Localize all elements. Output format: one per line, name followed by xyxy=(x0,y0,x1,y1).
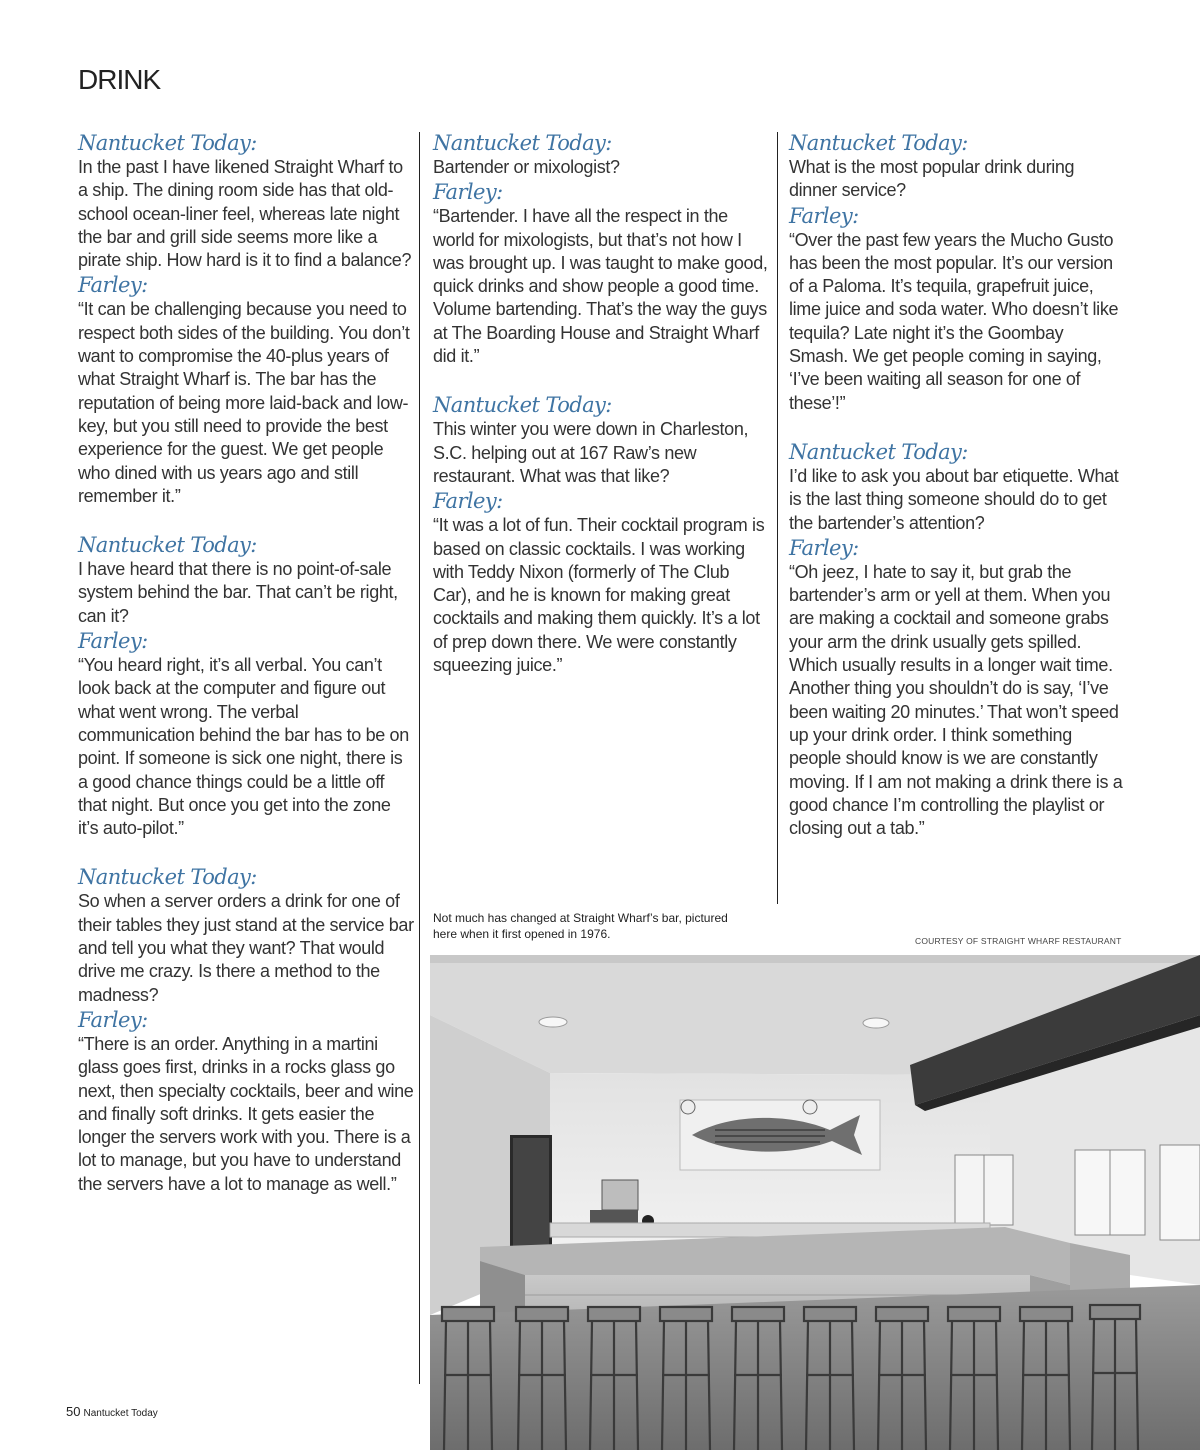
question-text: I have heard that there is no point-of-sale system behind the bar. That can’t be right, can it? xyxy=(78,559,398,626)
respondent-label: Farley: xyxy=(433,489,503,514)
answer-text: “Bartender. I have all the respect in the world for mixologists, but that’s not how I was brought up. I was taught to make good, quick drinks and show people a good time. Volume bartending. That’s the way the guys at The Boarding House and Straight Wharf did it.” xyxy=(433,206,768,367)
qa-block xyxy=(78,130,414,508)
bar-photo xyxy=(430,955,1200,1450)
question-text: In the past I have likened Straight Wharf to a ship. The dining room side has that old-school ocean-liner feel, whereas late night the bar and grill side seems more like a pirate ship. How hard is it to find a balance? xyxy=(78,157,412,271)
interviewer-label: Nantucket Today: xyxy=(789,439,968,464)
respondent-label: Farley: xyxy=(78,629,148,654)
qa-block xyxy=(78,532,414,840)
qa-block xyxy=(433,392,769,677)
section-heading: DRINK xyxy=(78,64,161,95)
answer-text: “Oh jeez, I hate to say it, but grab the bartender’s arm or yell at them. When you are making a cocktail and someone grabs your arm the drink usually gets spilled. Which usually results in a longer wait time. Another thing you shouldn’t do is say, ‘I’ve been waiting 20 minutes.’ That won’t speed up your drink order. I think something people should know is we are constantly moving. If I am not making a drink there is a good chance I’m controlling the playlist or closing out a tab.” xyxy=(789,561,1123,839)
column-2 xyxy=(433,130,769,701)
page-footer xyxy=(66,1404,158,1419)
respondent-label: Farley: xyxy=(78,1007,148,1032)
respondent-label: Farley: xyxy=(78,273,148,298)
publication-name: Nantucket Today xyxy=(83,1408,158,1419)
answer-text: “Over the past few years the Mucho Gusto has been the most popular. It’s our version of a Paloma. It’s tequila, grapefruit juice, lime juice and soda water. Who doesn’t like tequila? Late night it’s the Goombay Smash. We get people coming in saying, ‘I’ve been waiting all season for one of these’!” xyxy=(789,229,1119,413)
interviewer-label: Nantucket Today: xyxy=(433,393,612,418)
page-number: 50 xyxy=(66,1404,81,1419)
question-text: Bartender or mixologist? xyxy=(433,157,620,177)
interviewer-label: Nantucket Today: xyxy=(433,131,612,155)
respondent-label: Farley: xyxy=(789,535,859,560)
photo-caption: Not much has changed at Straight Wharf’s bar, pictured here when it first opened in 1976. xyxy=(433,911,728,941)
column-divider xyxy=(777,132,778,904)
respondent-label: Farley: xyxy=(789,203,859,228)
interviewer-label: Nantucket Today: xyxy=(78,131,257,155)
question-text: I’d like to ask you about bar etiquette. What is the last thing someone should do to get the bartender’s attention? xyxy=(789,465,1119,533)
qa-block xyxy=(433,130,769,368)
answer-text: “It was a lot of fun. Their cocktail program is based on classic cocktails. I was working with Teddy Nixon (formerly of The Club Car), and he is known for making great cocktails and making them quickly. It’s a lot of prep down there. We were constantly squeezing juice.” xyxy=(433,515,765,676)
column-3 xyxy=(789,130,1125,864)
answer-text: “There is an order. Anything in a martini glass goes first, drinks in a rocks glass go next, then specialty cocktails, beer and wine and finally soft drinks. It gets easier the longer the servers work with you. There is a lot to manage, but you have to understand the servers have a lot to manage as well.” xyxy=(78,1033,414,1194)
interviewer-label: Nantucket Today: xyxy=(789,131,968,155)
photo-credit: COURTESY OF STRAIGHT WHARF RESTAURANT xyxy=(915,936,1122,946)
respondent-label: Farley: xyxy=(433,180,503,205)
qa-block xyxy=(78,864,414,1196)
interviewer-label: Nantucket Today: xyxy=(78,865,257,890)
question-text: What is the most popular drink during dinner service? xyxy=(789,157,1075,201)
question-text: This winter you were down in Charleston, S.C. helping out at 167 Raw’s new restaurant. What was that like? xyxy=(433,419,749,486)
column-divider xyxy=(419,132,420,1384)
qa-block xyxy=(789,439,1125,840)
column-1 xyxy=(78,130,414,1220)
question-text: So when a server orders a drink for one of their tables they just stand at the service bar and tell you what they want? That would drive me crazy. Is there a method to the madness? xyxy=(78,891,414,1005)
qa-block xyxy=(789,130,1125,415)
answer-text: “You heard right, it’s all verbal. You can’t look back at the computer and figure out what went wrong. The verbal communication behind the bar has to be on point. If someone is sick one night, there is a good chance things could be a little off that night. But once you get into the zone it’s auto-pilot.” xyxy=(78,655,409,839)
answer-text: “It can be challenging because you need to respect both sides of the building. You don’t want to compromise the 40-plus years of what Straight Wharf is. The bar has the reputation of being more laid-back and low-key, but you still need to provide the best experience for the guest. We get people who dined with us years ago and still remember it.” xyxy=(78,299,410,506)
interviewer-label: Nantucket Today: xyxy=(78,533,257,558)
